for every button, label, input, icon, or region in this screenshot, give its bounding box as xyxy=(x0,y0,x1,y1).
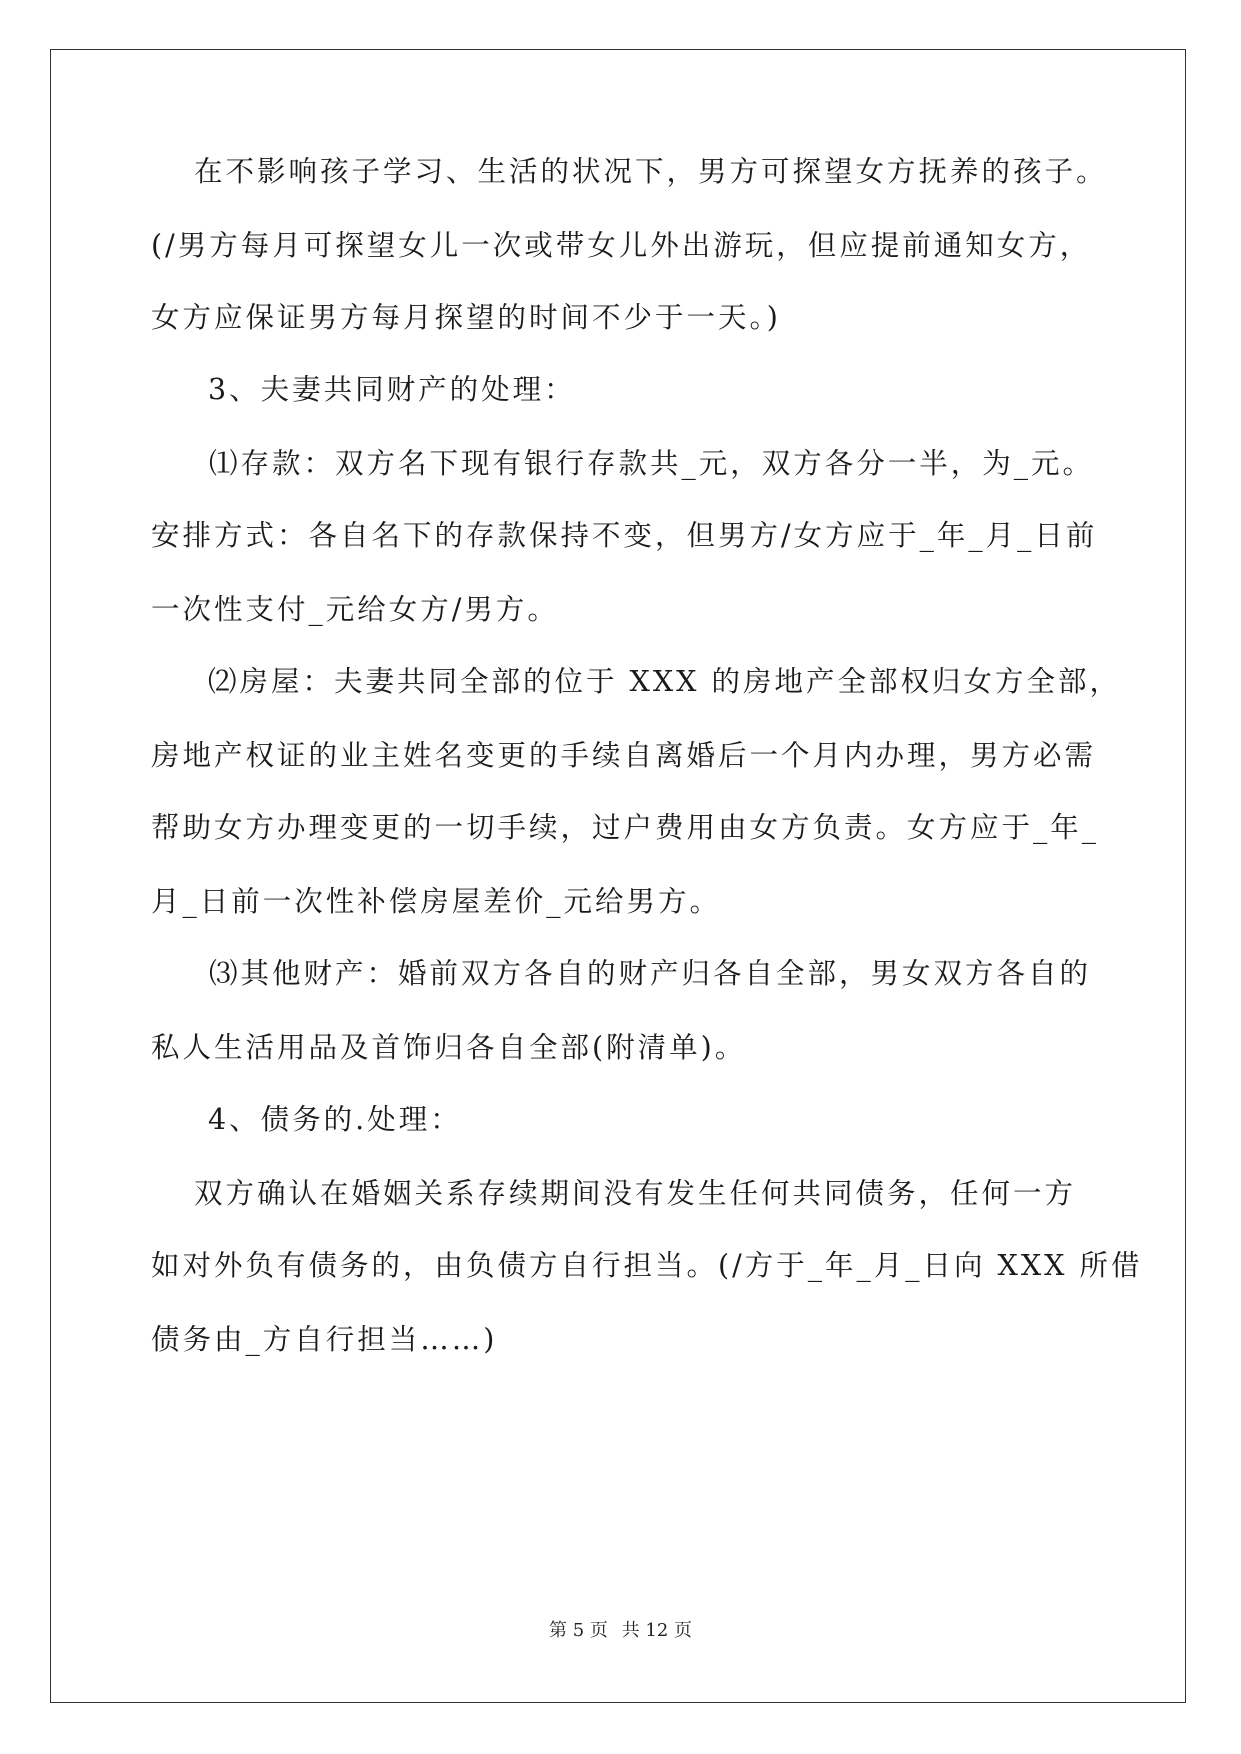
paragraph-line: 债务由_方自行担当……) xyxy=(151,1323,498,1356)
page-number: 第 5 页 xyxy=(549,1620,608,1641)
paragraph-line: (/男方每月可探望女儿一次或带女儿外出游玩，但应提前通知女方， xyxy=(151,229,1092,262)
paragraph-line: 帮助女方办理变更的一切手续，过户费用由女方负责。女方应于_年_ xyxy=(151,811,1100,844)
paragraph-line: 如对外负有债务的，由负债方自行担当。(/方于_年_月_日向 XXX 所借 xyxy=(151,1249,1143,1282)
paragraph-line: 一次性支付_元给女方/男方。 xyxy=(151,593,559,626)
section-heading: 4、债务的.处理： xyxy=(208,1103,462,1136)
paragraph-line: 在不影响孩子学习、生活的状况下，男方可探望女方抚养的孩子。 xyxy=(194,155,1108,188)
paragraph-line: 房地产权证的业主姓名变更的手续自离婚后一个月内办理，男方必需 xyxy=(151,739,1097,772)
paragraph-line: ⑶其他财产：婚前双方各自的财产归各自全部，男女双方各自的 xyxy=(209,957,1092,990)
paragraph-line: 双方确认在婚姻关系存续期间没有发生任何共同债务，任何一方 xyxy=(194,1177,1077,1210)
paragraph-line: 私人生活用品及首饰归各自全部(附清单)。 xyxy=(151,1031,747,1064)
page-footer xyxy=(0,1616,1241,1642)
paragraph-line: ⑴存款：双方名下现有银行存款共_元，双方各分一半，为_元。 xyxy=(209,447,1095,480)
paragraph-line: 女方应保证男方每月探望的时间不少于一天。) xyxy=(151,301,781,334)
paragraph-line: ⑵房屋：夫妻共同全部的位于 XXX 的房地产全部权归女方全部， xyxy=(208,665,1121,698)
paragraph-line: 月_日前一次性补偿房屋差价_元给男方。 xyxy=(151,885,722,918)
page-total: 共 12 页 xyxy=(621,1620,692,1641)
section-heading: 3、夫妻共同财产的处理： xyxy=(208,373,576,406)
paragraph-line: 安排方式：各自名下的存款保持不变，但男方/女方应于_年_月_日前 xyxy=(151,519,1098,552)
